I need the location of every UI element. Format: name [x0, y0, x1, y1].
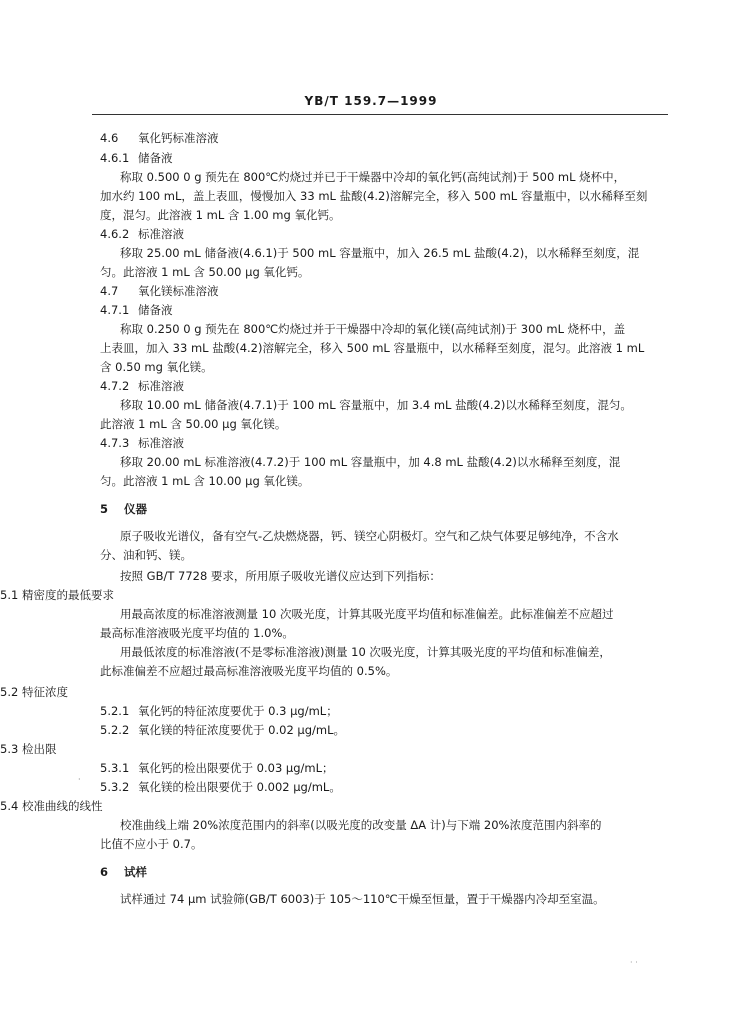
paragraph-line — [120, 644, 611, 660]
line-text: 匀。此溶液 1 mL 含 10.00 μg 氧化镁。 — [100, 474, 310, 488]
section-heading — [100, 864, 147, 880]
section-number: 6 — [100, 865, 109, 879]
section-title: 检出限 — [22, 742, 57, 756]
paragraph-line — [120, 245, 639, 261]
line-text: 此标准偏差不应超过最高标准溶液吸光度平均值的 0.5%。 — [100, 664, 398, 678]
section-title: 氧化钙标准溶液 — [138, 131, 219, 145]
line-text: 校准曲线上端 20%浓度范围内的斜率(以吸光度的改变量 ΔA 计)与下端 20%浓度范围内斜率的 — [120, 818, 602, 832]
line-text: 此溶液 1 mL 含 50.00 μg 氧化镁。 — [100, 417, 287, 431]
section-title: 精密度的最低要求 — [22, 588, 114, 602]
paragraph-line — [120, 891, 605, 907]
section-number: 4.7.2 — [100, 379, 130, 393]
line-text: 称取 0.500 0 g 预先在 800℃灼烧过并已于干燥器中冷却的氧化钙(高纯试剂)于 500 mL 烧杯中， — [120, 170, 626, 184]
section-number: 4.6.1 — [100, 151, 130, 165]
line-text: 匀。此溶液 1 mL 含 50.00 μg 氧化钙。 — [100, 265, 310, 279]
line-text: 移取 10.00 mL 储备液(4.7.1)于 100 mL 容量瓶中，加 3.4 mL 盐酸(4.2)以水稀释至刻度，混匀。 — [120, 398, 632, 412]
section-number: 5.3 — [0, 742, 19, 756]
section-title: 特征浓度 — [22, 685, 68, 699]
line-text: 按照 GB/T 7728 要求，所用原子吸收光谱仪应达到下列指标： — [120, 569, 441, 583]
section-number: 4.6.2 — [100, 227, 130, 241]
section-title: 仪器 — [124, 502, 147, 516]
paragraph-line — [120, 321, 625, 337]
section-number: 5 — [100, 502, 109, 516]
section-number: 5.3.2 — [100, 780, 130, 794]
section-title: 氧化钙的检出限要优于 0.03 μg/mL； — [138, 761, 334, 775]
line-text: 移取 25.00 mL 储备液(4.6.1)于 500 mL 容量瓶中，加入 26.5 mL 盐酸(4.2)，以水稀释至刻度，混 — [120, 246, 640, 260]
line-text: 最高标准溶液吸光度平均值的 1.0%。 — [100, 626, 294, 640]
paragraph-line — [120, 817, 601, 833]
section-heading — [100, 501, 147, 517]
section-heading — [100, 722, 345, 738]
section-heading — [0, 684, 68, 700]
section-title: 氧化镁的检出限要优于 0.002 μg/mL。 — [138, 780, 341, 794]
section-title: 储备液 — [138, 303, 173, 317]
line-text: 上表皿，加入 33 mL 盐酸(4.2)溶解完全，移入 500 mL 容量瓶中，以水稀释至刻度，混匀。此溶液 1 mL — [100, 341, 645, 355]
section-heading — [0, 587, 114, 603]
section-heading — [100, 130, 219, 146]
paragraph-line — [100, 836, 202, 852]
section-heading — [100, 283, 219, 299]
paragraph-line — [120, 397, 632, 413]
line-text: 原子吸收光谱仪，备有空气-乙炔燃烧器，钙、镁空心阴极灯。空气和乙炔气体要足够纯净，不含水 — [120, 529, 619, 543]
section-title: 标准溶液 — [138, 227, 184, 241]
paragraph-line — [120, 528, 619, 544]
section-title: 标准溶液 — [138, 436, 184, 450]
paragraph-line — [120, 169, 625, 185]
scan-speck: · — [78, 775, 81, 784]
section-heading — [100, 302, 173, 318]
paragraph-line — [120, 606, 613, 622]
section-heading — [100, 760, 334, 776]
scan-corner-mark: · · — [630, 958, 638, 967]
line-text: 比值不应小于 0.7。 — [100, 837, 203, 851]
section-title: 试样 — [124, 865, 147, 879]
header-rule — [92, 114, 668, 115]
section-title: 氧化镁标准溶液 — [138, 284, 219, 298]
section-title: 标准溶液 — [138, 379, 184, 393]
line-text: 用最高浓度的标准溶液测量 10 次吸光度，计算其吸光度平均值和标准偏差。此标准偏差不应超过 — [120, 607, 614, 621]
paragraph-line — [100, 340, 644, 356]
paragraph-line — [100, 663, 397, 679]
section-heading — [0, 741, 57, 757]
line-text: 含 0.50 mg 氧化镁。 — [100, 360, 213, 374]
section-heading — [100, 226, 184, 242]
paragraph-line — [100, 473, 309, 489]
section-heading — [100, 779, 341, 795]
paragraph-line — [120, 568, 441, 584]
section-heading — [100, 150, 173, 166]
line-text: 用最低浓度的标准溶液(不是零标准溶液)测量 10 次吸光度，计算其吸光度的平均值和标准偏差， — [120, 645, 611, 659]
section-number: 5.3.1 — [100, 761, 130, 775]
section-heading — [100, 378, 184, 394]
section-title: 校准曲线的线性 — [22, 799, 103, 813]
section-title: 氧化镁的特征浓度要优于 0.02 μg/mL。 — [138, 723, 346, 737]
section-number: 5.1 — [0, 588, 19, 602]
paragraph-line — [100, 547, 192, 563]
line-text: 度，混匀。此溶液 1 mL 含 1.00 mg 氧化钙。 — [100, 208, 341, 222]
paragraph-line — [100, 188, 647, 204]
section-number: 4.7.1 — [100, 303, 130, 317]
paragraph-line — [100, 264, 309, 280]
line-text: 分、油和钙、镁。 — [100, 548, 192, 562]
section-number: 5.2.1 — [100, 704, 130, 718]
paragraph-line — [100, 207, 340, 223]
paragraph-line — [100, 359, 213, 375]
line-text: 移取 20.00 mL 标准溶液(4.7.2)于 100 mL 容量瓶中，加 4.8 mL 盐酸(4.2)以水稀释至刻度，混 — [120, 455, 621, 469]
paragraph-line — [100, 416, 286, 432]
page-header: YB/T 159.7—1999 — [304, 94, 438, 108]
section-number: 5.2.2 — [100, 723, 130, 737]
section-title: 氧化钙的特征浓度要优于 0.3 μg/mL； — [138, 704, 338, 718]
section-heading — [0, 798, 103, 814]
section-number: 4.7.3 — [100, 436, 130, 450]
paragraph-line — [120, 454, 620, 470]
section-number: 5.4 — [0, 799, 19, 813]
section-number: 4.7 — [100, 284, 119, 298]
section-title: 储备液 — [138, 151, 173, 165]
line-text: 称取 0.250 0 g 预先在 800℃灼烧过并于干燥器中冷却的氧化镁(高纯试剂)于 300 mL 烧杯中，盖 — [120, 322, 626, 336]
line-text: 试样通过 74 μm 试验筛(GB/T 6003)于 105～110℃干燥至恒量，置于干燥器内冷却至室温。 — [120, 892, 605, 906]
section-heading — [100, 703, 338, 719]
paragraph-line — [100, 625, 294, 641]
section-heading — [100, 435, 184, 451]
section-number: 4.6 — [100, 131, 119, 145]
section-number: 5.2 — [0, 685, 19, 699]
line-text: 加水约 100 mL，盖上表皿，慢慢加入 33 mL 盐酸(4.2)溶解完全，移入 500 mL 容量瓶中，以水稀释至刻 — [100, 189, 648, 203]
